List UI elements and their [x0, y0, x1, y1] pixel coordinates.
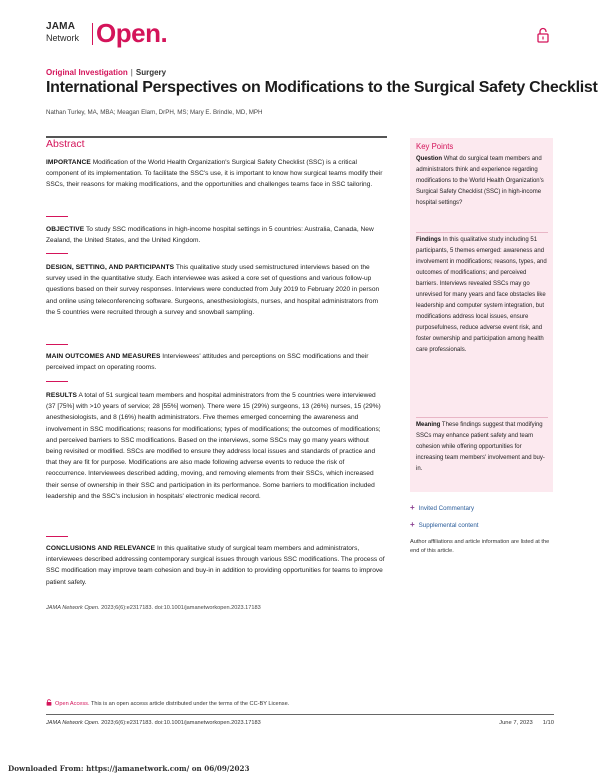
footer-date: June 7, 2023 — [499, 720, 533, 726]
supplemental-content-link[interactable] — [410, 521, 479, 530]
abstract-design — [46, 262, 386, 318]
footer-citation-rest: 2023;6(6):e2317183. doi:10.1001/jamanetworkopen.2023.17183 — [101, 720, 261, 726]
kp-divider — [416, 417, 548, 418]
section-label: OBJECTIVE — [46, 226, 85, 233]
invited-commentary-label: Invited Commentary — [418, 505, 475, 512]
section-divider — [46, 253, 68, 254]
kp-label: Question — [416, 156, 443, 162]
section-label: CONCLUSIONS AND RELEVANCE — [46, 545, 156, 552]
invited-commentary-link[interactable] — [410, 504, 474, 513]
section-divider — [46, 344, 68, 345]
abstract-outcomes — [46, 351, 386, 373]
open-access-text: This is an open access article distributed under the terms of the CC-BY License. — [90, 701, 290, 707]
article-type-separator: | — [130, 68, 133, 77]
article-type-line — [46, 68, 166, 78]
open-lock-icon — [537, 27, 549, 43]
section-label: MAIN OUTCOMES AND MEASURES — [46, 353, 161, 360]
footer-citation — [46, 719, 261, 727]
section-divider — [46, 216, 68, 217]
key-points-question — [416, 154, 548, 209]
abstract-heading: Abstract — [46, 138, 85, 150]
key-points-findings — [416, 235, 548, 356]
citation-rest: 2023;6(6):e2317183. doi:10.1001/jamanetworkopen.2023.17183 — [101, 605, 261, 611]
kp-label: Findings — [416, 237, 441, 243]
footer-page-number: 1/10 — [542, 720, 554, 726]
section-divider — [46, 536, 68, 537]
section-text: To study SSC modifications in high-income hospital settings in 5 countries: Australia, Canada, New Zealand, the United States, and the United Kingdom. — [46, 226, 374, 245]
open-access-icon — [46, 699, 52, 706]
plus-icon: + — [410, 520, 415, 529]
abstract-conclusions — [46, 543, 386, 588]
abstract-results — [46, 390, 386, 502]
abstract-objective — [46, 224, 386, 246]
open-access-label: Open Access. — [55, 701, 90, 707]
author-list: Nathan Turley, MA, MBA; Meagan Elam, DrPH, MS; Mary E. Brindle, MD, MPH — [46, 109, 263, 116]
citation-journal: JAMA Network Open. — [46, 605, 100, 611]
section-text: A total of 51 surgical team members and hospital administrators from the 5 countries were interviewed (37 [75%] with >10 years of service; 28 [55%] women). There were 15 (29%) surgeons, 13 (26%) nurses, 15 (29%) anesthesiologists, and 8 (16%) health administrators. Five themes emerged concerning the awareness and involvement in SSC modifications; reasons for modifications; types of modifications; the outcomes of modifications; and perceived barriers to SSC modifications. Based on the interviews, some SSCs may go many years without being revisited or modified. SSCs are modified to ensure they address local issues and standards of practice and that they are fit for purpose. Modifications are also made following adverse events to reduce the risk of reoccurrence. Interviewees described adding, moving, and removing elements from their SSCs, which increased their sense of ownership in their SSC and participation in its performance. Some barriers to modification included leadership and the SSC's inclusion in hospitals' electronic medical record. — [46, 392, 381, 500]
section-divider — [46, 381, 68, 382]
download-stamp: Downloaded From: https://jamanetwork.com/ on 06/09/2023 — [8, 764, 250, 773]
article-citation — [46, 604, 261, 612]
open-access-note — [46, 699, 289, 708]
section-text: In this qualitative study of surgical team members and administrators, interviewees described addressing contemporary surgical issues through various SSC modifications. The process of SSC modification may improve team cohesion and buy-in in addition to providing opportunities for teams to improve patient safety. — [46, 545, 385, 586]
logo-jama-text: JAMA — [46, 21, 76, 32]
abstract-importance — [46, 157, 386, 191]
logo-open-text: Open. — [96, 18, 168, 48]
footer-rule — [46, 714, 554, 715]
kp-label: Meaning — [416, 422, 441, 428]
article-topic: Surgery — [135, 68, 167, 77]
article-type: Original Investigation — [46, 68, 128, 77]
footer-journal: JAMA Network Open. — [46, 720, 100, 726]
key-points-heading: Key Points — [416, 142, 454, 151]
footer-date-page — [480, 719, 554, 727]
kp-text: In this qualitative study including 51 participants, 5 themes emerged: awareness and involvement in modifications; reasons, types, and outcomes of modifications; and perceived barriers. Interviews revealed SSCs may go unrevised for many years and face obstacles like leadership and computer system integration, but modifications address local issues, ensure purposefulness, reduce adverse event risk, and foster ownership and participation among health care professionals. — [416, 237, 547, 353]
section-label: DESIGN, SETTING, AND PARTICIPANTS — [46, 264, 175, 271]
supplemental-content-label: Supplemental content — [418, 522, 479, 529]
section-label: IMPORTANCE — [46, 159, 91, 166]
logo-divider — [92, 23, 93, 45]
kp-text: These findings suggest that modifying SSCs may enhance patient safety and team cohesion while offering opportunities for increasing team members' involvement and buy-in. — [416, 422, 545, 472]
section-label: RESULTS — [46, 392, 77, 399]
kp-divider — [416, 232, 548, 233]
author-affiliations-note: Author affiliations and article information are listed at the end of this article. — [410, 539, 550, 554]
plus-icon: + — [410, 503, 415, 512]
section-text: Modification of the World Health Organization's Surgical Safety Checklist (SSC) is a critical component of its implementation. To facilitate the SSC's use, it is important to know how surgical teams modify their SSCs, their reasons for making modifications, and the opportunities and challenges teams face in SSC tailoring. — [46, 159, 383, 189]
kp-text: What do surgical team members and administrators think and experience regarding modifications to the World Health Organization's Surgical Safety Checklist (SSC) in high-income hospital settings? — [416, 156, 544, 206]
logo-network-text: Network — [46, 33, 80, 43]
article-title: International Perspectives on Modifications to the Surgical Safety Checklist — [46, 79, 598, 96]
key-points-meaning — [416, 420, 548, 475]
section-text: Interviewees' attitudes and perceptions on SSC modifications and their perceived impact on operating rooms. — [46, 353, 369, 372]
section-text: This qualitative study used semistructured interviews based on the survey used in the quantitative study. Each interviewee was asked a core set of questions and various follow-up questions based on their survey responses. Interviews were conducted from July 2019 to February 2020 in person and online using teleconferencing software. Surgeons, anesthesiologists, nurses, and hospital administrators from the 5 countries were recruited through a survey and snowball sampling. — [46, 264, 380, 316]
